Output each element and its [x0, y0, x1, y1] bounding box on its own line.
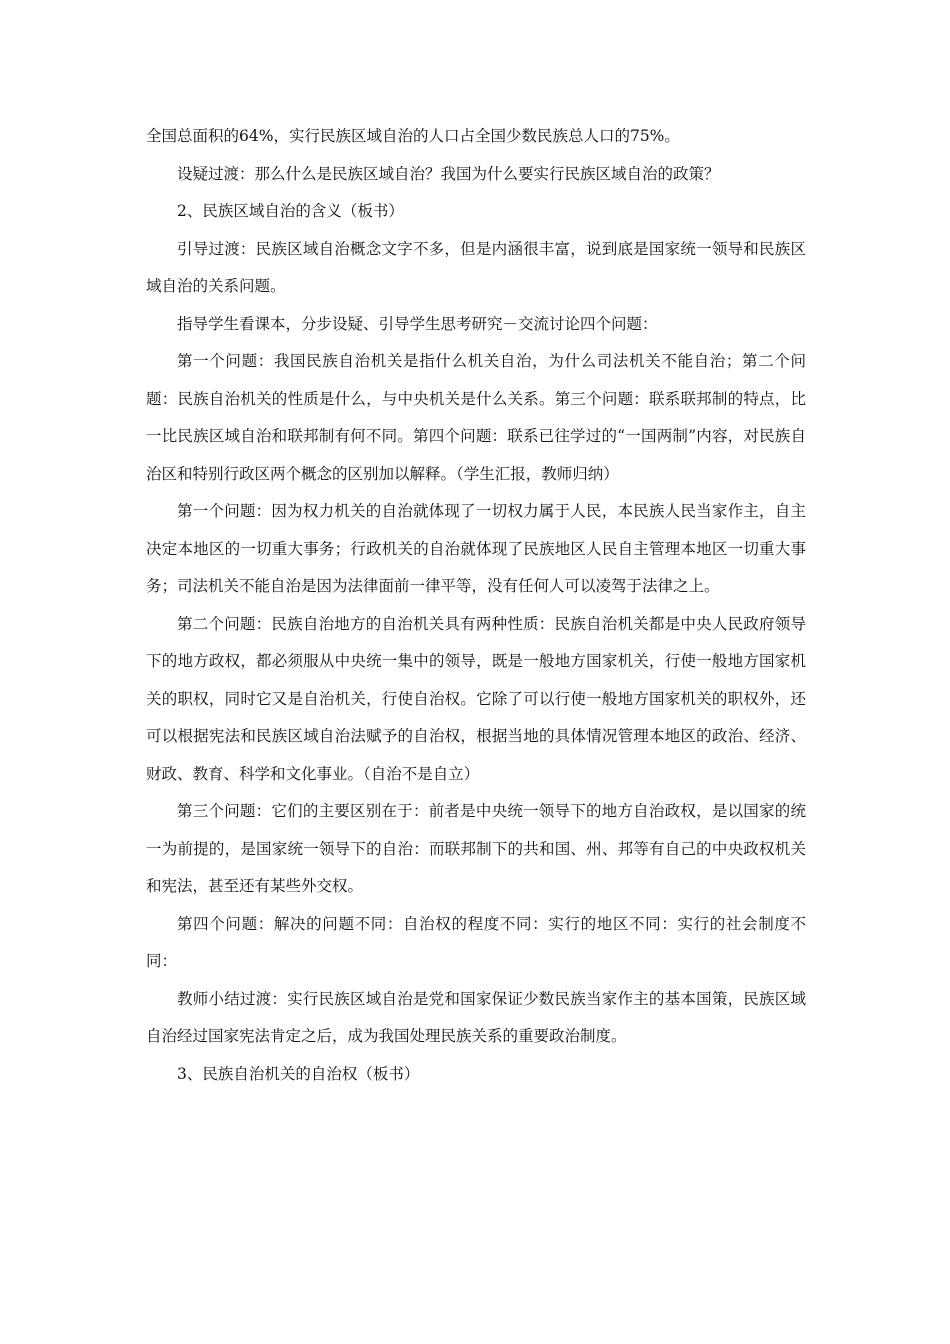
paragraph-question-transition: 设疑过渡：那么什么是民族区域自治？我国为什么要实行民族区域自治的政策？ — [177, 164, 720, 183]
paragraph-answer-four: 第四个问题：解决的问题不同：自治权的程度不同：实行的地区不同：实行的社会制度不同： — [146, 914, 806, 970]
document-body — [146, 118, 806, 1093]
paragraph-answer-two: 第二个问题：民族自治地方的自治机关具有两种性质：民族自治机关都是中央人民政府领导下的地方政权，都必须服从中央统一集中的领导，既是一般地方国家机关，行使一般地方国家机关的职权，同时它又是自治机关，行使自治权。它除了可以行使一般地方国家机关的职权外，还可以根据宪法和民族区域自治法赋予的自治权，根据当地的具体情况管理本地区的政治、经济、财政、教育、科学和文化事业。（自治不是自立） — [146, 614, 806, 783]
paragraph-answer-three: 第三个问题：它们的主要区别在于：前者是中央统一领导下的地方自治政权，是以国家的统一为前提的，是国家统一领导下的自治：而联邦制下的共和国、州、邦等有自己的中央政权机关和宪法，甚至还有某些外交权。 — [146, 802, 806, 895]
paragraph-teacher-summary: 教师小结过渡：实行民族区域自治是党和国家保证少数民族当家作主的基本国策，民族区域自治经过国家宪法肯定之后，成为我国处理民族关系的重要政治制度。 — [146, 989, 806, 1045]
paragraph-four-questions: 第一个问题：我国民族自治机关是指什么机关自治，为什么司法机关不能自治；第二个问题：民族自治机关的性质是什么，与中央机关是什么关系。第三个问题：联系联邦制的特点，比一比民族区域自治和联邦制有何不同。第四个问题：联系已往学过的“一国两制”内容，对民族自治区和特别行政区两个概念的区别加以解释。（学生汇报，教师归纳） — [146, 352, 806, 483]
paragraph-answer-one: 第一个问题：因为权力机关的自治就体现了一切权力属于人民，本民族人民当家作主，自主决定本地区的一切重大事务；行政机关的自治就体现了民族地区人民自主管理本地区一切重大事务；司法机关不能自治是因为法律面前一律平等，没有任何人可以凌驾于法律之上。 — [146, 502, 806, 595]
paragraph-area-statistics: 全国总面积的64%，实行民族区域自治的人口占全国少数民族总人口的75%。 — [146, 127, 680, 145]
paragraph-study-guidance: 指导学生看课本，分步设疑、引导学生思考研究－交流讨论四个问题： — [177, 314, 658, 333]
paragraph-guiding-transition: 引导过渡：民族区域自治概念文字不多，但是内涵很丰富，说到底是国家统一领导和民族区域自治的关系问题。 — [146, 239, 806, 295]
section-heading-meaning: 2、民族区域自治的含义（板书） — [177, 202, 404, 220]
section-heading-autonomy-rights: 3、民族自治机关的自治权（板书） — [177, 1064, 420, 1083]
